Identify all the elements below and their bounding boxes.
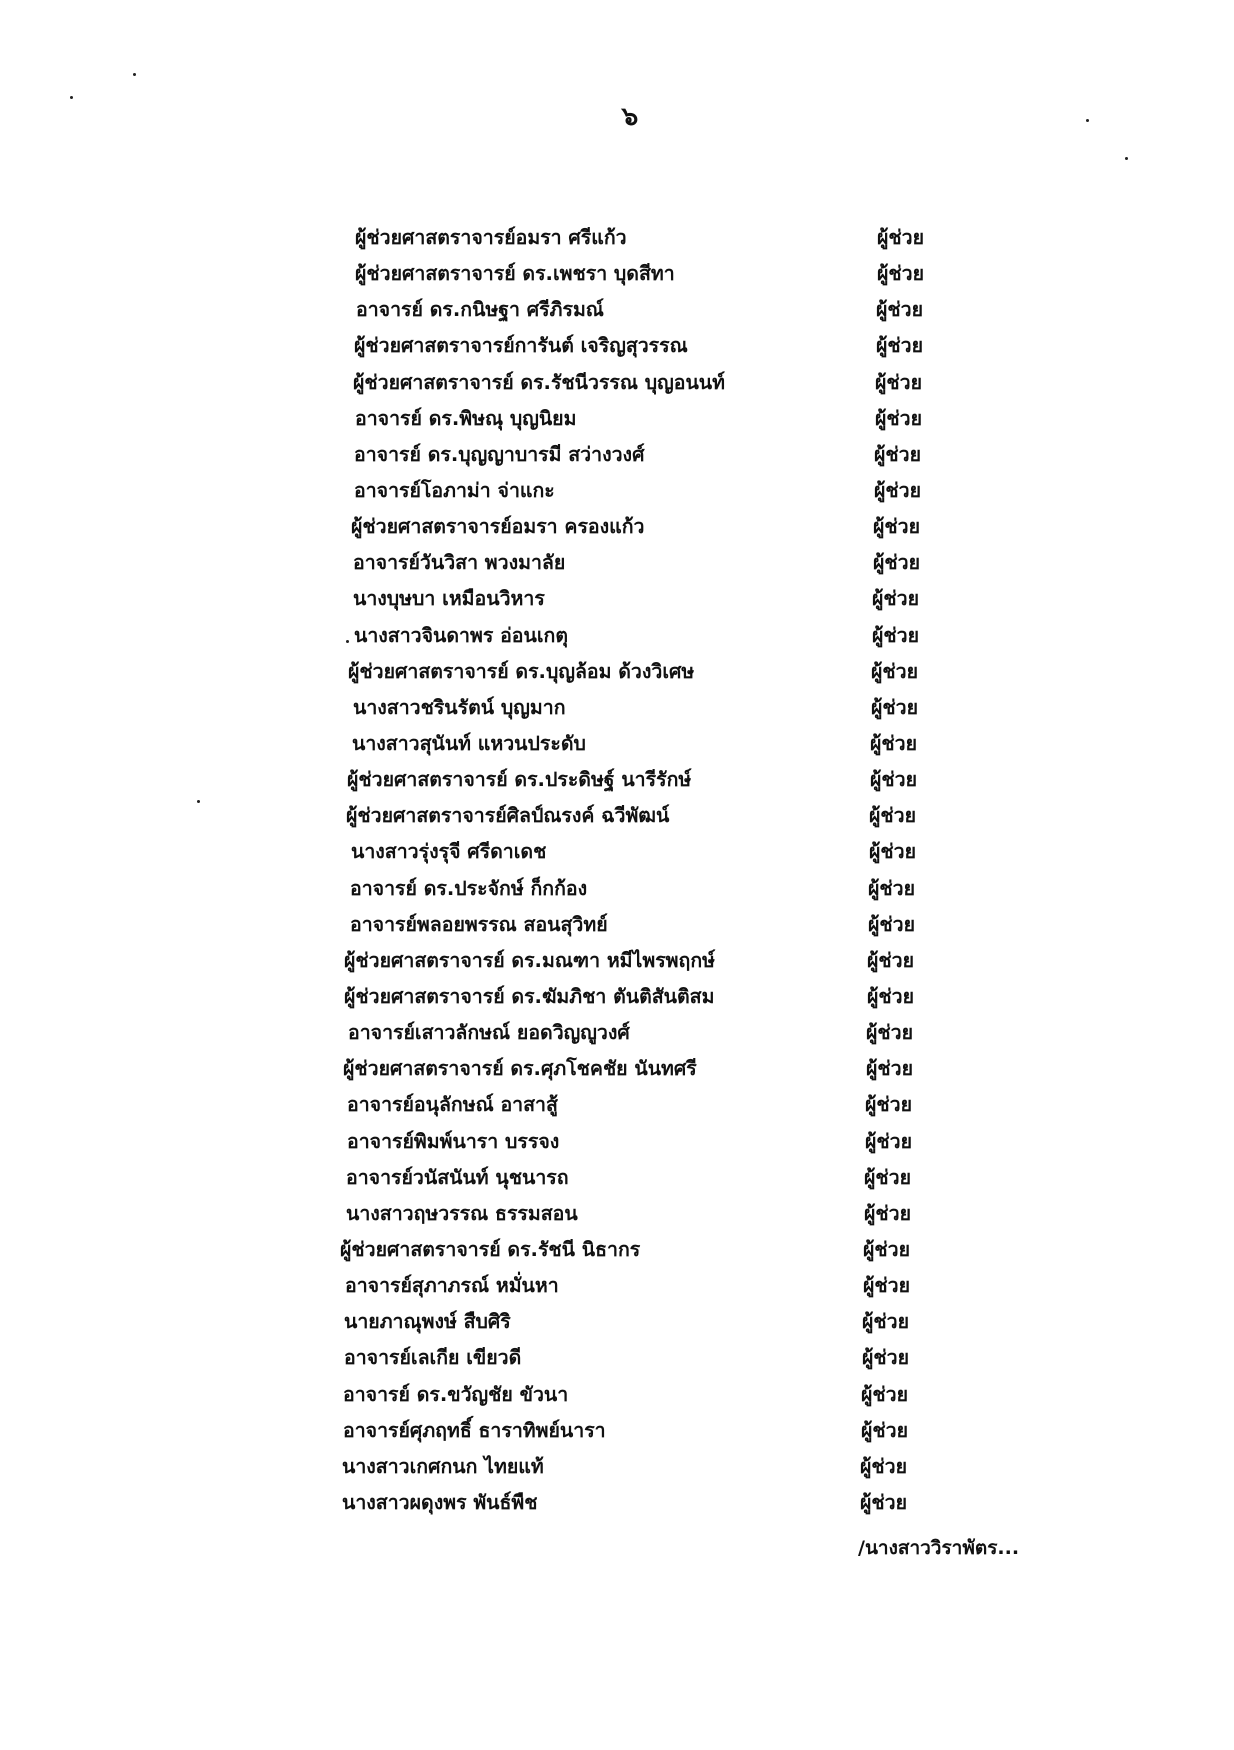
person-name: นางสาวจินดาพร อ่อนเกตุ — [354, 623, 568, 647]
person-name: ผู้ช่วยศาสตราจารย์ ดร.เพชรา บุดสีทา — [355, 262, 675, 286]
role-label: ผู้ช่วย — [869, 840, 917, 864]
role-label: ผู้ช่วย — [862, 1310, 910, 1334]
person-name: ผู้ช่วยศาสตราจารย์ ดร.รัชนี นิธากร — [340, 1237, 641, 1261]
person-name: อาจารย์ ดร.ขวัญชัย ขัวนา — [343, 1382, 569, 1406]
scan-speck — [346, 640, 349, 643]
list-item — [355, 401, 923, 437]
role-label: ผู้ช่วย — [862, 1346, 910, 1370]
person-name: นายภาณุพงษ์ สืบศิริ — [344, 1310, 511, 1334]
role-label: ผู้ช่วย — [875, 370, 923, 394]
person-name: อาจารย์วนัสนันท์ นุชนารถ — [346, 1165, 569, 1189]
role-label: ผู้ช่วย — [872, 587, 920, 611]
list-item — [346, 1160, 915, 1196]
role-label: ผู้ช่วย — [861, 1418, 909, 1442]
role-label: ผู้ช่วย — [863, 1274, 911, 1298]
list-item — [355, 256, 925, 292]
list-item — [350, 907, 916, 943]
person-name: อาจารย์อนุลักษณ์ อาสาสู้ — [347, 1093, 558, 1117]
list-item — [355, 220, 925, 256]
role-label: ผู้ช่วย — [868, 912, 916, 936]
person-name: นางสาวรุ่งรุจี ศรีดาเดช — [351, 840, 547, 864]
role-label: ผู้ช่วย — [874, 442, 922, 466]
scan-speck — [197, 800, 200, 803]
list-item — [343, 1377, 915, 1413]
list-item — [342, 1485, 915, 1521]
person-name: อาจารย์ ดร.กนิษฐา ศรีภิรมณ์ — [356, 298, 604, 322]
person-name: อาจารย์วันวิสา พวงมาลัย — [353, 551, 566, 575]
list-item — [346, 798, 917, 834]
person-name: ผู้ช่วยศาสตราจารย์อมรา ครองแก้ว — [351, 515, 645, 539]
person-name: อาจารย์พิมพ์นารา บรรจง — [347, 1129, 560, 1153]
list-item — [354, 328, 924, 364]
role-label: ผู้ช่วย — [877, 226, 925, 249]
list-item — [351, 834, 917, 870]
role-label: ผู้ช่วย — [873, 551, 921, 575]
list-item — [345, 1268, 915, 1304]
person-name: ผู้ช่วยศาสตราจารย์ ดร.บุญล้อม ด้วงวิเศษ — [348, 659, 695, 683]
role-label: ผู้ช่วย — [874, 478, 922, 502]
list-item — [343, 1413, 915, 1449]
list-item — [344, 1304, 915, 1340]
list-item — [344, 943, 915, 979]
role-label: ผู้ช่วย — [870, 731, 918, 755]
person-name: อาจารย์ ดร.ประจักษ์ ก็กก้อง — [350, 876, 588, 900]
list-item — [342, 1449, 915, 1485]
list-item — [354, 473, 922, 509]
list-item — [352, 726, 918, 762]
role-label: ผู้ช่วย — [875, 406, 923, 430]
person-name: นางสาวเกศกนก ไทยแท้ — [342, 1454, 544, 1478]
role-label: ผู้ช่วย — [876, 298, 924, 322]
role-label: ผู้ช่วย — [865, 1093, 913, 1117]
role-label: ผู้ช่วย — [871, 659, 919, 683]
list-item — [350, 871, 916, 907]
list-item — [343, 1051, 915, 1087]
person-name: ผู้ช่วยศาสตราจารย์ ดร.ศุภโชคชัย นันทศรี — [343, 1057, 697, 1081]
person-name: อาจารย์ศุภฤทธิ์ ธาราทิพย์นารา — [343, 1418, 606, 1442]
list-item — [354, 618, 920, 654]
scan-speck — [70, 96, 73, 99]
role-label: ผู้ช่วย — [861, 1382, 909, 1406]
list-item — [340, 1232, 915, 1268]
list-item — [347, 762, 918, 798]
person-name: นางสาวชรินรัตน์ บุญมาก — [353, 695, 566, 719]
scan-speck — [1086, 119, 1089, 122]
role-label: ผู้ช่วย — [866, 1021, 914, 1045]
person-name: ผู้ช่วยศาสตราจารย์ ดร.รัชนีวรรณ บุญอนนท์ — [353, 370, 725, 394]
person-name: ผู้ช่วยศาสตราจารย์ ดร.ฆัมภิชา ตันติสันติสม — [344, 984, 715, 1008]
person-name: นางสาวสุนันท์ แหวนประดับ — [352, 731, 586, 755]
role-label: ผู้ช่วย — [863, 1237, 911, 1261]
role-label: ผู้ช่วย — [860, 1454, 908, 1478]
person-name: อาจารย์เสาวลักษณ์ ยอดวิญญูวงศ์ — [348, 1021, 630, 1045]
role-label: ผู้ช่วย — [872, 623, 920, 647]
person-name: อาจารย์สุภาภรณ์ หมั่นหา — [345, 1274, 559, 1298]
person-name: อาจารย์เลเกีย เขียวดี — [344, 1346, 522, 1370]
list-item — [348, 654, 919, 690]
role-label: ผู้ช่วย — [877, 262, 925, 286]
list-item — [344, 979, 915, 1015]
scan-speck — [133, 73, 136, 76]
list-item — [344, 1340, 915, 1376]
role-label: ผู้ช่วย — [870, 768, 918, 792]
person-name: ผู้ช่วยศาสตราจารย์การันต์ เจริญสุวรรณ — [354, 334, 688, 358]
role-label: ผู้ช่วย — [865, 1129, 913, 1153]
role-label: ผู้ช่วย — [869, 804, 917, 828]
scan-speck — [1125, 157, 1128, 160]
role-label: ผู้ช่วย — [876, 334, 924, 358]
person-name: ผู้ช่วยศาสตราจารย์อมรา ศรีแก้ว — [355, 226, 627, 249]
role-label: ผู้ช่วย — [864, 1165, 912, 1189]
person-name: อาจารย์โอภาม่า จ่าแกะ — [354, 478, 555, 502]
list-item — [353, 545, 921, 581]
committee-list — [340, 220, 925, 1521]
list-item — [354, 437, 922, 473]
role-label: ผู้ช่วย — [871, 695, 919, 719]
role-label: ผู้ช่วย — [866, 1057, 914, 1081]
list-item — [351, 509, 921, 545]
person-name: อาจารย์ ดร.บุญญาบารมี สว่างวงศ์ — [354, 442, 645, 466]
list-item — [353, 690, 919, 726]
list-item — [346, 1196, 915, 1232]
list-item — [348, 1015, 915, 1051]
list-item — [347, 1124, 915, 1160]
person-name: นางบุษบา เหมือนวิหาร — [353, 587, 545, 611]
role-label: ผู้ช่วย — [867, 948, 915, 972]
person-name: ผู้ช่วยศาสตราจารย์ ดร.มณฑา หมีไพรพฤกษ์ — [344, 948, 715, 972]
person-name: นางสาวผดุงพร พันธ์พืช — [342, 1490, 538, 1514]
role-label: ผู้ช่วย — [868, 876, 916, 900]
role-label: ผู้ช่วย — [867, 984, 915, 1008]
person-name: ผู้ช่วยศาสตราจารย์ศิลป์ณรงค์ ฉวีพัฒน์ — [346, 804, 670, 828]
person-name: อาจารย์ ดร.พิษณุ บุญนิยม — [355, 406, 577, 430]
page-number: ๖ — [621, 102, 639, 132]
role-label: ผู้ช่วย — [873, 515, 921, 539]
person-name: อาจารย์พลอยพรรณ สอนสุวิทย์ — [350, 912, 608, 936]
role-label: ผู้ช่วย — [860, 1490, 908, 1514]
person-name: นางสาวฤษวรรณ ธรรมสอน — [346, 1201, 578, 1225]
list-item — [347, 1087, 915, 1123]
continuation-text: /นางสาววิราพัตร... — [858, 1537, 1020, 1559]
list-item — [353, 365, 923, 401]
list-item — [353, 581, 920, 617]
person-name: ผู้ช่วยศาสตราจารย์ ดร.ประดิษฐ์ นารีรักษ์ — [347, 768, 692, 792]
list-item — [355, 292, 924, 328]
role-label: ผู้ช่วย — [864, 1201, 912, 1225]
